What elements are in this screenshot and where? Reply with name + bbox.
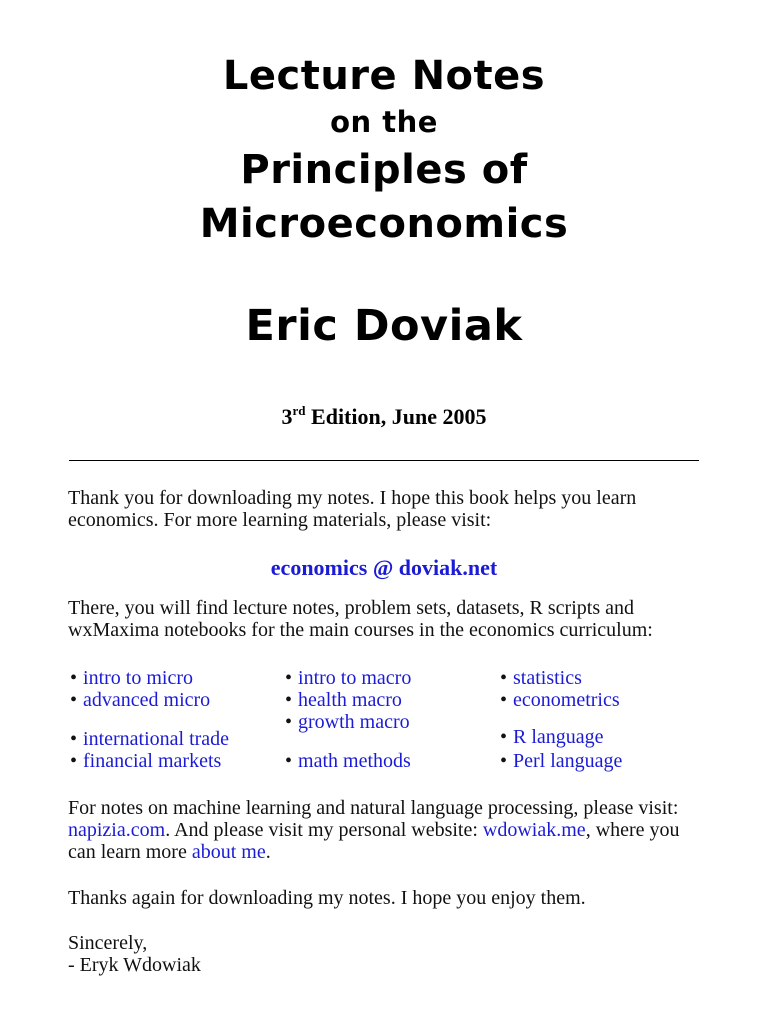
course-link-advanced-micro[interactable]: advanced micro [83, 689, 211, 711]
about-me-link[interactable]: about me [191, 841, 266, 863]
ml-text-a: For notes on machine learning and natural language processing, please visit: [68, 797, 679, 819]
course-link-econometrics[interactable]: econometrics [513, 689, 620, 711]
course-item[interactable] [285, 689, 402, 711]
bullet-icon: • [285, 711, 293, 733]
course-link-intro-micro[interactable]: intro to micro [83, 667, 193, 689]
title-principles-of: Principles of [240, 147, 528, 193]
ml-paragraph [68, 797, 708, 863]
title-microeconomics: Microeconomics [199, 201, 569, 247]
title-lecture-notes: Lecture Notes [222, 53, 546, 99]
horizontal-rule [69, 460, 699, 461]
bullet-icon: • [500, 726, 508, 748]
edition-suffix: rd [292, 403, 306, 418]
closing-text: Sincerely, [68, 932, 148, 954]
wdowiak-link[interactable]: wdowiak.me [482, 819, 586, 841]
signature-block [68, 932, 708, 976]
ml-text-b: . And please visit my personal website: [165, 819, 483, 841]
course-item[interactable] [70, 728, 229, 750]
bullet-icon: • [70, 689, 78, 711]
title-on-the: on the [330, 105, 438, 139]
course-item[interactable] [500, 750, 622, 772]
bullet-icon: • [500, 667, 508, 689]
ml-text-d: . [265, 841, 271, 863]
intro-paragraph: Thank you for downloading my notes. I hope this book helps you learn economics. For more learning materials, please visit: [68, 487, 637, 531]
course-item[interactable] [285, 750, 411, 772]
contact-link[interactable]: economics @ doviak.net [270, 555, 498, 580]
course-item[interactable] [500, 667, 582, 689]
course-link-math-methods[interactable]: math methods [298, 750, 411, 772]
find-paragraph: There, you will find lecture notes, problem sets, datasets, R scripts and wxMaxima notebooks for the main courses in the economics curriculum: [68, 597, 653, 641]
bullet-icon: • [285, 689, 293, 711]
course-item[interactable] [285, 667, 411, 689]
bullet-icon: • [285, 750, 293, 772]
course-item[interactable] [70, 750, 221, 772]
course-link-statistics[interactable]: statistics [513, 667, 582, 689]
bullet-icon: • [500, 689, 508, 711]
edition-line [0, 404, 768, 430]
course-link-intro-macro[interactable]: intro to macro [298, 667, 412, 689]
course-link-financial-markets[interactable]: financial markets [83, 750, 222, 772]
course-item[interactable] [70, 667, 193, 689]
bullet-icon: • [70, 667, 78, 689]
course-item[interactable] [500, 726, 604, 748]
course-item[interactable] [285, 711, 410, 733]
signature-name: - Eryk Wdowiak [68, 954, 201, 976]
course-item[interactable] [70, 689, 210, 711]
bullet-icon: • [285, 667, 293, 689]
author-name: Eric Doviak [245, 301, 523, 351]
edition-number: 3 [281, 404, 293, 429]
bullet-icon: • [500, 750, 508, 772]
bullet-icon: • [70, 728, 78, 750]
course-link-perl-language[interactable]: Perl language [513, 750, 623, 772]
course-item[interactable] [500, 689, 620, 711]
edition-date: Edition, June 2005 [305, 404, 487, 429]
course-link-health-macro[interactable]: health macro [298, 689, 402, 711]
bullet-icon: • [70, 750, 78, 772]
napizia-link[interactable]: napizia.com [68, 819, 166, 841]
ml-text-c: , where you can learn more [68, 819, 680, 863]
course-link-r-language[interactable]: R language [513, 726, 604, 748]
course-link-international-trade[interactable]: international trade [83, 728, 230, 750]
thanks-paragraph: Thanks again for downloading my notes. I hope you enjoy them. [68, 887, 586, 909]
course-link-growth-macro[interactable]: growth macro [298, 711, 410, 733]
